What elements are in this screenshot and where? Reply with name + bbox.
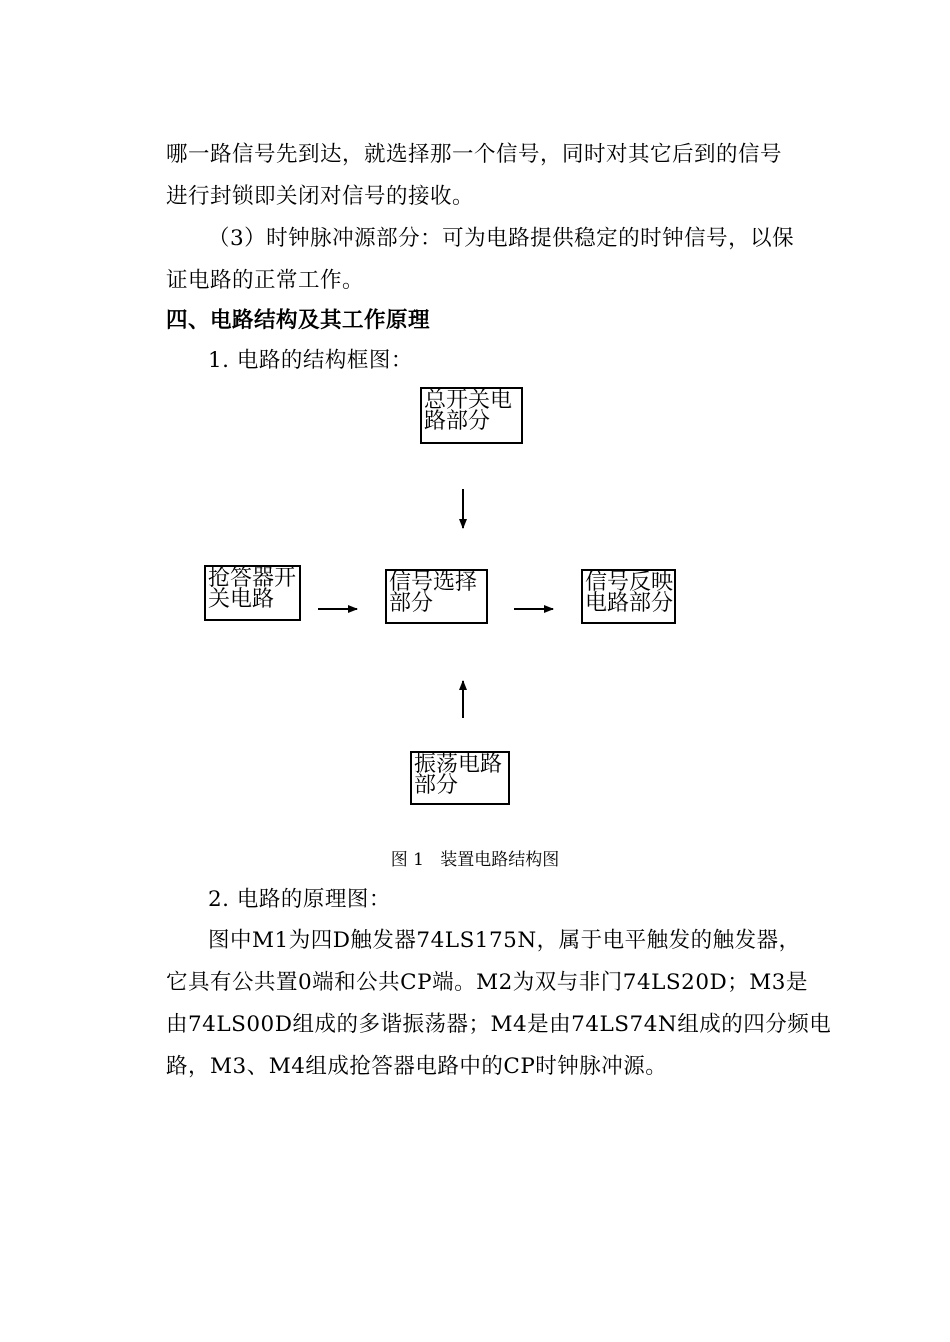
body-line-1: 哪一路信号先到达，就选择那一个信号，同时对其它后到的信号 <box>166 142 783 167</box>
body-line-4: 证电路的正常工作。 <box>166 268 365 293</box>
body-para-line-3: 由74LS00D组成的多谐振荡器；M4是由74LS74N组成的四分频电 <box>166 1012 832 1037</box>
figure-caption: 图 1 装置电路结构图 <box>390 850 560 870</box>
box-signal-select-line-1: 信号选择 <box>389 570 478 595</box>
box-responder-switch-line-2: 关电路 <box>208 587 275 612</box>
section-heading: 四、电路结构及其工作原理 <box>166 308 431 333</box>
body-line-2: 进行封锁即关闭对信号的接收。 <box>166 184 475 209</box>
body-para-line-4: 路，M3、M4组成抢答器电路中的CP时钟脉冲源。 <box>166 1054 668 1079</box>
list-item-2: 2. 电路的原理图： <box>208 887 391 912</box>
box-master-switch-line-2: 路部分 <box>424 409 491 434</box>
box-oscillator-line-2: 部分 <box>414 773 459 798</box>
box-responder-switch-line-1: 抢答器开 <box>208 566 297 591</box>
box-signal-feedback-line-1: 信号反映 <box>585 570 674 595</box>
box-signal-feedback-line-2: 电路部分 <box>585 591 674 616</box>
box-master-switch-line-1: 总开关电 <box>424 388 513 413</box>
body-para-line-1: 图中M1为四D触发器74LS175N，属于电平触发的触发器， <box>208 928 801 953</box>
list-item-1: 1. 电路的结构框图： <box>208 348 413 373</box>
body-line-3: （3）时钟脉冲源部分：可为电路提供稳定的时钟信号，以保 <box>208 226 795 251</box>
body-para-line-2: 它具有公共置0端和公共CP端。M2为双与非门74LS20D；M3是 <box>166 970 808 995</box>
box-signal-select-line-2: 部分 <box>389 591 434 616</box>
box-oscillator-line-1: 振荡电路 <box>414 752 503 777</box>
